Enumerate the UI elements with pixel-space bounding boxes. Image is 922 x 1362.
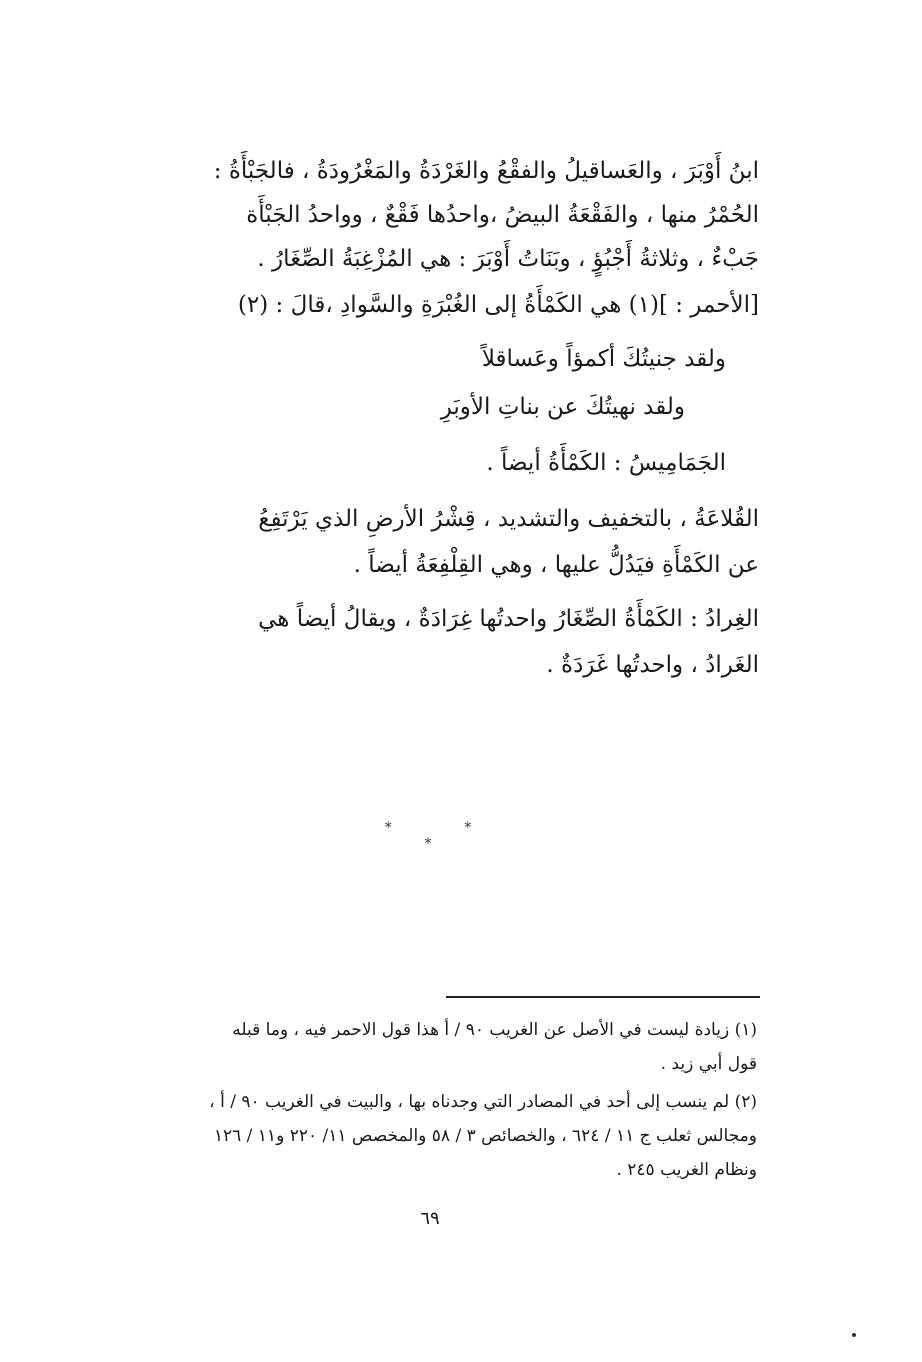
body-line-2: الحُمْرُ منها ، والفَقْعَةُ البيضُ ،واحدُها فَقْعٌ ، وواحدُ الجَبْأَة — [246, 202, 759, 228]
entry-qulaah-line-1: القُلاعَةُ ، بالتخفيف والتشديد ، قِشْرُ الأرضِ الذي يَرْتَفِعُ — [258, 506, 759, 532]
footnote-2-line-1: (٢) لم ينسب إلى أحد في المصادر التي وجدناه بها ، والبيت في الغريب ٩٠ / أ ، — [209, 1092, 757, 1112]
footnote-1-line-1: (١) زيادة ليست في الأصل عن الغريب ٩٠ / أ هذا قول الاحمر فيه ، وما قبله — [232, 1020, 757, 1040]
footnote-1-line-2: قول أبي زيد . — [660, 1054, 757, 1074]
entry-qulaah-line-2: عن الكَمْأَةِ فيَدُلُّ عليها ، وهي القِلْفِعَةُ أيضاً . — [353, 552, 759, 578]
entry-jamamis: الجَمَامِيسُ : الكَمْأَةُ أيضاً . — [486, 450, 726, 476]
page-number: ٦٩ — [420, 1208, 440, 1229]
footnote-divider — [446, 996, 760, 998]
entry-ghirad-line-1: الغِرادُ : الكَمْأَةُ الصِّغَارُ واحدتُها غِرَادَةٌ ، ويقالُ أيضاً هي — [258, 606, 759, 632]
body-line-4: [الأحمر : ](١) هي الكَمْأَةُ إلى الغُبْرَةِ والسَّوادِ ،قالَ : (٢) — [237, 292, 759, 318]
verse-first-hemistich: ولقد جنيتُكَ أكمؤاً وعَساقلاً — [481, 346, 726, 372]
section-separator: * * * — [384, 820, 506, 852]
body-line-1: ابنُ أَوْبَرَ ، والعَساقيلُ والفقْعُ والغَرْدَةُ والمَغْرُودَةُ ، فالجَبْأَةُ : — [213, 158, 759, 184]
verse-second-hemistich: ولقد نهيتُكَ عن بناتِ الأوبَرِ — [440, 394, 685, 420]
body-line-3: جَبْءٌ ، وثلاثةُ أَجْبُؤٍ ، وبَنَاتُ أَوْبَرَ : هي المُزْغِبَةُ الصِّغَارُ . — [257, 246, 759, 272]
entry-ghirad-line-2: الغَرادُ ، واحدتُها غَرَدَةٌ . — [546, 652, 759, 678]
footnote-2-line-3: ونظام الغريب ٢٤٥ . — [616, 1160, 757, 1180]
scan-speck — [852, 1333, 856, 1337]
footnote-2-line-2: ومجالس ثعلب ج ١١ / ٦٢٤ ، والخصائص ٣ / ٥٨ والمخصص ١١/ ٢٢٠ و١١ / ١٢٦ — [213, 1126, 757, 1146]
